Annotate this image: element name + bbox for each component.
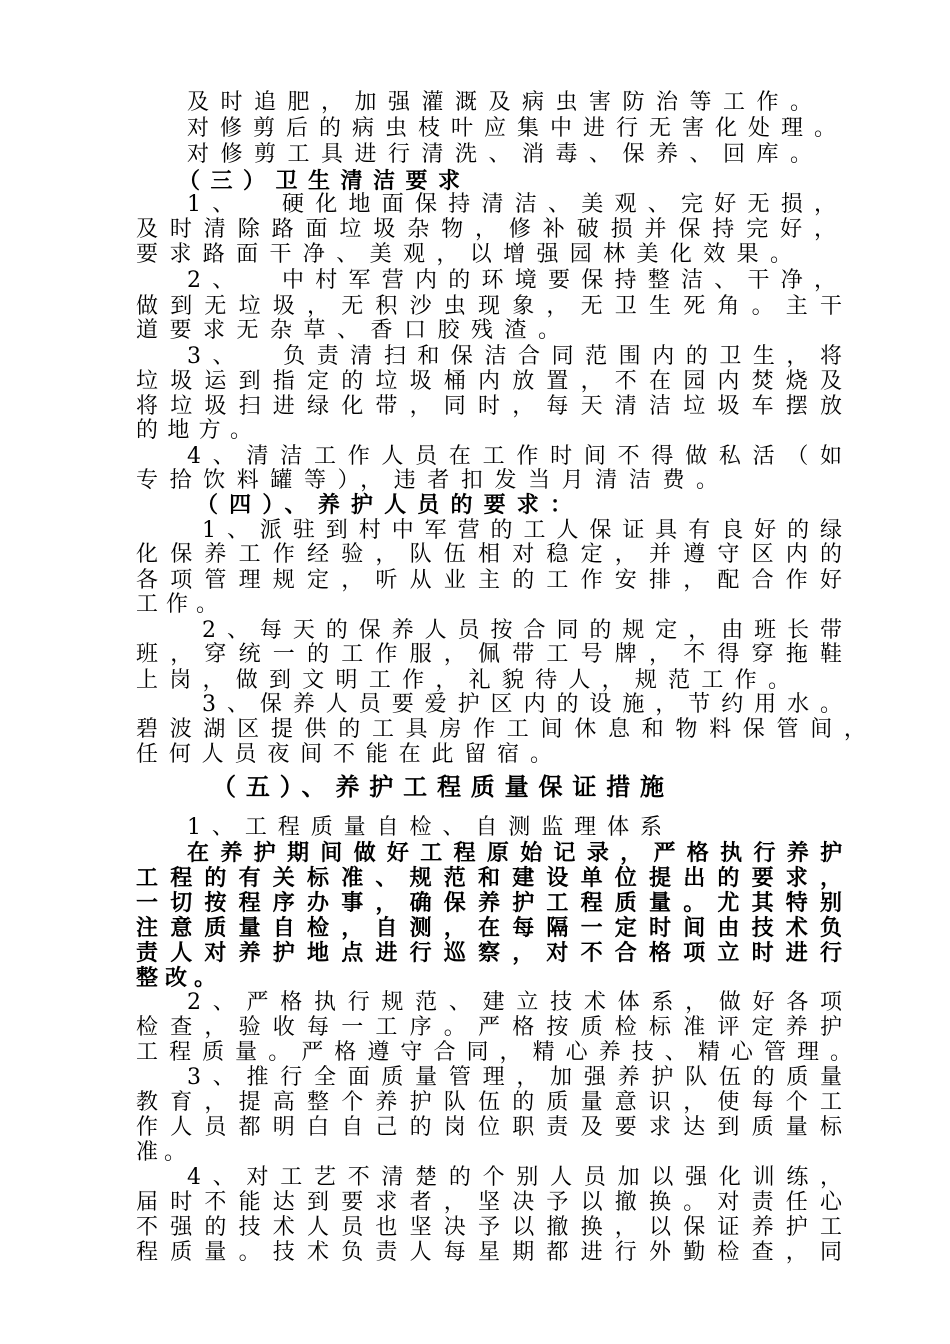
- body-line: 1、派驻到村中军营的工人保证具有良好的绿: [202, 518, 853, 543]
- bold-line: 在养护期间做好工程原始记录，严格执行养护: [187, 840, 854, 866]
- section-heading: （五）、养护工程质量保证措施: [212, 772, 674, 801]
- body-line: 工程质量。严格遵守合同，精心养技、精心管理。: [136, 1040, 864, 1065]
- body-line: 上岗，做到文明工作，礼貌待人，规范工作。: [136, 668, 802, 693]
- body-line: 准。: [136, 1140, 193, 1165]
- bold-line: 工程的有关标准、规范和建设单位提出的要求，: [136, 865, 855, 891]
- body-line: 碧波湖区提供的工具房作工间休息和物料保管间，: [136, 717, 878, 742]
- body-line: 程质量。技术负责人每星期都进行外勤检查，同: [136, 1240, 855, 1265]
- body-line: 专拾饮料罐等），违者扣发当月清洁费。: [136, 468, 730, 493]
- body-line: 4、清洁工作人员在工作时间不得做私活（如: [187, 444, 854, 469]
- body-line: 届时不能达到要求者，坚决予以撤换。对责任心: [136, 1190, 855, 1215]
- body-line: 及时追肥，加强灌溉及病虫害防治等工作。: [187, 90, 824, 115]
- body-line: 作人员都明白自己的岗位职责及要求达到质量标: [136, 1115, 855, 1140]
- bold-line: 注意质量自检，自测，在每隔一定时间由技术负: [136, 915, 855, 941]
- body-line: 2、严格执行规范、建立技术体系，做好各项: [187, 990, 854, 1015]
- body-line: 化保养工作经验，队伍相对稳定，并遵守区内的: [136, 542, 855, 567]
- bold-line: 整改。: [136, 965, 224, 991]
- body-line: 对修剪工具进行清洗、消毒、保养、回库。: [187, 142, 824, 167]
- body-line: 2、 中村军营内的环境要保持整洁、干净，: [187, 268, 848, 293]
- body-line: 任何人员夜间不能在此留宿。: [136, 742, 563, 767]
- bold-line: 责人对养护地点进行巡察，对不合格项立时进行: [136, 940, 855, 966]
- body-line: 4、对工艺不清楚的个别人员加以强化训练，: [187, 1165, 854, 1190]
- body-line: 要求路面干净、美观，以增强园林美化效果。: [136, 242, 804, 267]
- body-line: 1、工程质量自检、自测监理体系: [187, 815, 673, 840]
- body-line: 垃圾运到指定的垃圾桶内放置，不在园内焚烧及: [136, 369, 855, 394]
- body-line: 各项管理规定，听从业主的工作安排，配合作好: [136, 568, 855, 593]
- body-line: 及时清除路面垃圾杂物，修补破损并保持完好，: [136, 217, 848, 242]
- body-line: 不强的技术人员也坚决予以撤换，以保证养护工: [136, 1215, 855, 1240]
- body-line: 工作。: [136, 592, 227, 617]
- body-line: 2、每天的保养人员按合同的规定，由班长带: [202, 618, 853, 643]
- bold-line: 一切按程序办事，确保养护工程质量。尤其特别: [136, 890, 855, 916]
- section-heading: （四）、养护人员的要求：: [196, 492, 584, 518]
- body-line: 3、 负责清扫和保洁合同范围内的卫生，将: [187, 344, 854, 369]
- body-line: 做到无垃圾，无积沙虫现象，无卫生死角。主干: [136, 294, 855, 319]
- body-line: 对修剪后的病虫枝叶应集中进行无害化处理。: [187, 116, 848, 141]
- body-line: 检查，验收每一工序。严格按质检标准评定养护: [136, 1015, 855, 1040]
- body-line: 班，穿统一的工作服，佩带工号牌，不得穿拖鞋: [136, 642, 855, 667]
- body-line: 3、保养人员要爱护区内的设施，节约用水。: [202, 692, 853, 717]
- body-line: 1、 硬化地面保持清洁、美观、完好无损，: [187, 192, 848, 217]
- body-line: 的地方。: [136, 418, 262, 443]
- body-line: 3、推行全面质量管理，加强养护队伍的质量: [187, 1065, 854, 1090]
- body-line: 将垃圾扫进绿化带，同时，每天清洁垃圾车摆放: [136, 394, 855, 419]
- body-line: 道要求无杂草、香口胶残渣。: [136, 318, 572, 343]
- section-heading: （三）卫生清洁要求: [178, 168, 471, 194]
- body-line: 教育，提高整个养护队伍的质量意识，使每个工: [136, 1090, 855, 1115]
